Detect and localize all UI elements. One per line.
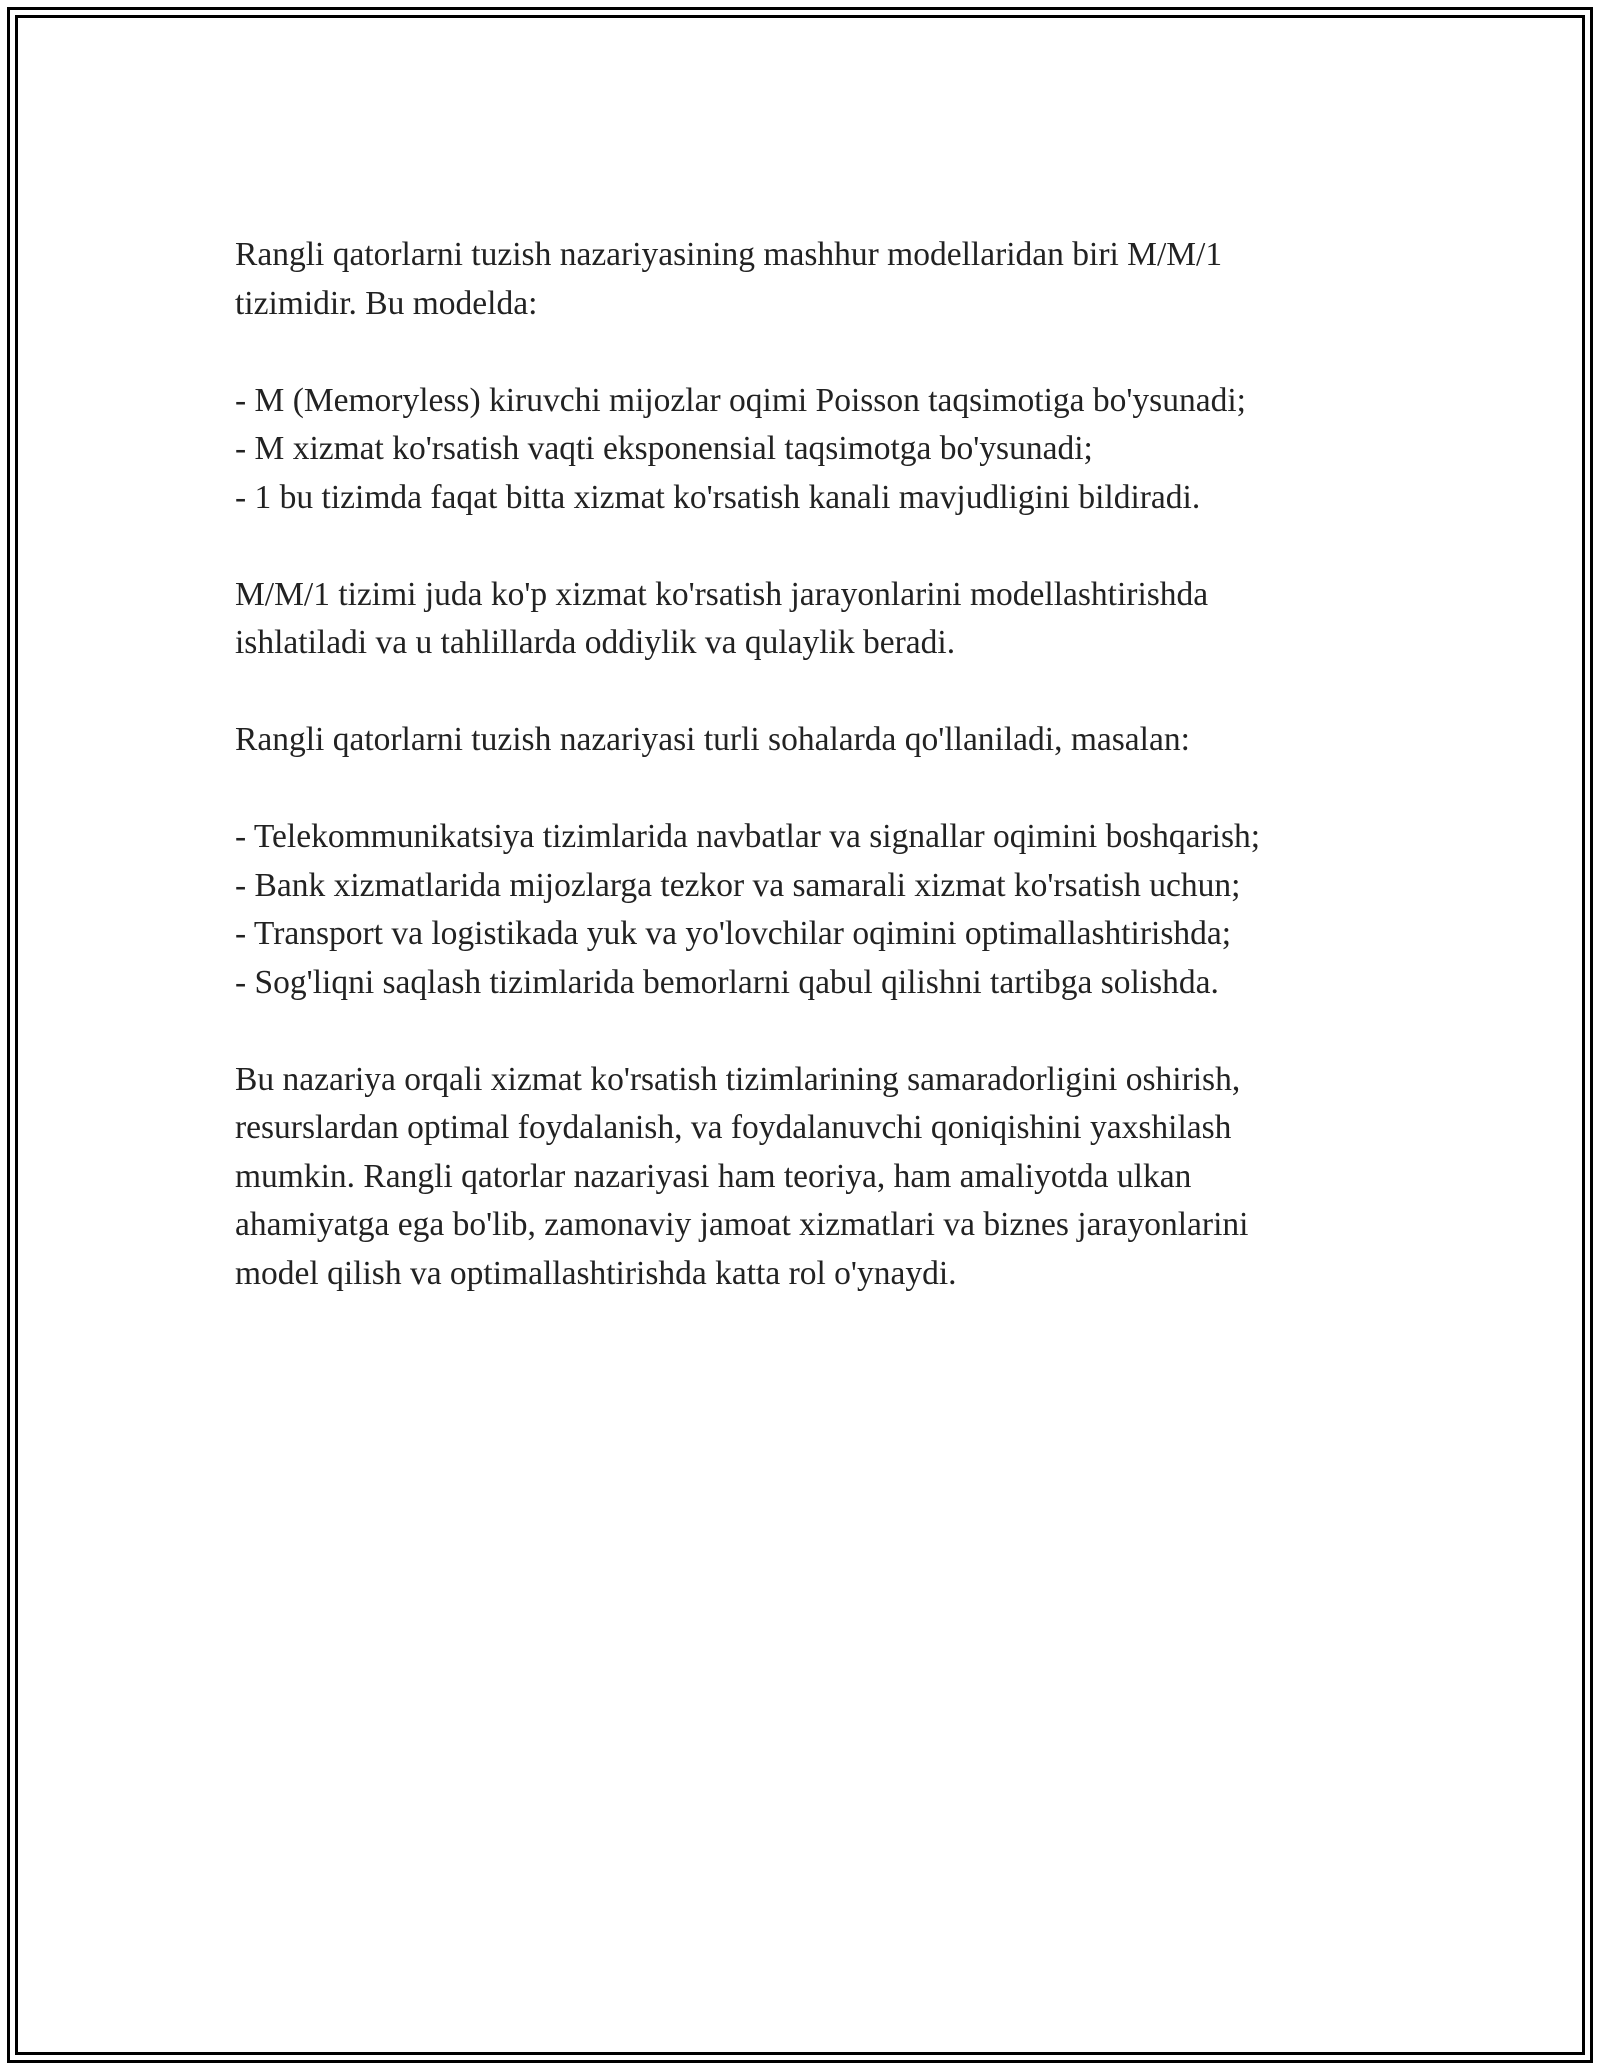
- text-line: M/M/1 tizimi juda ko'p xizmat ko'rsatish jarayonlarini modellashtirishda: [235, 575, 1209, 613]
- list-item: - 1 bu tizimda faqat bitta xizmat ko'rsatish kanali mavjudligini bildiradi.: [235, 478, 1201, 516]
- paragraph-applications-intro: [235, 716, 1395, 765]
- list-item: - Transport va logistikada yuk va yo'lovchilar oqimini optimallashtirishda;: [235, 915, 1232, 952]
- paragraph-spacer: [235, 328, 1395, 377]
- list-item: - Bank xizmatlarida mijozlarga tezkor va samarali xizmat ko'rsatish uchun;: [235, 866, 1241, 904]
- text-line: ahamiyatga ega bo'lib, zamonaviy jamoat xizmatlari va biznes jarayonlarini: [235, 1206, 1249, 1243]
- list-item: - M xizmat ko'rsatish vaqti eksponensial taqsimotga bo'ysunadi;: [235, 430, 1093, 467]
- paragraph-conclusion: [235, 1056, 1395, 1299]
- text-line: resurslardan optimal foydalanish, va foydalanuvchi qoniqishini yaxshilash: [235, 1109, 1232, 1146]
- list-model-components: [235, 377, 1395, 523]
- paragraph-spacer: [235, 765, 1395, 814]
- paragraph-spacer: [235, 668, 1395, 717]
- text-line: Rangli qatorlarni tuzish nazariyasi turli sohalarda qo'llaniladi, masalan:: [235, 721, 1190, 758]
- paragraph-spacer: [235, 522, 1395, 571]
- list-applications: [235, 813, 1395, 1007]
- text-line: ishlatiladi va u tahlillarda oddiylik va qulaylik beradi.: [235, 624, 956, 661]
- document-body: [235, 231, 1395, 1298]
- text-line: Bu nazariya orqali xizmat ko'rsatish tizimlarining samaradorligini oshirish,: [235, 1060, 1241, 1098]
- paragraph-spacer: [235, 1007, 1395, 1056]
- text-line: mumkin. Rangli qatorlar nazariyasi ham teoriya, ham amaliyotda ulkan: [235, 1157, 1192, 1195]
- paragraph-intro: [235, 231, 1395, 328]
- list-item: - M (Memoryless) kiruvchi mijozlar oqimi Poisson taqsimotiga bo'ysunadi;: [235, 381, 1246, 419]
- text-line: tizimidir. Bu modelda:: [235, 284, 538, 322]
- list-item: - Telekommunikatsiya tizimlarida navbatlar va signallar oqimini boshqarish;: [235, 818, 1261, 855]
- text-line: Rangli qatorlarni tuzish nazariyasining mashhur modellaridan biri M/M/1: [235, 236, 1223, 273]
- paragraph-mm1-usage: [235, 571, 1395, 668]
- list-item: - Sog'liqni saqlash tizimlarida bemorlarni qabul qilishni tartibga solishda.: [235, 963, 1219, 1001]
- text-line: model qilish va optimallashtirishda katta rol o'ynaydi.: [235, 1254, 957, 1292]
